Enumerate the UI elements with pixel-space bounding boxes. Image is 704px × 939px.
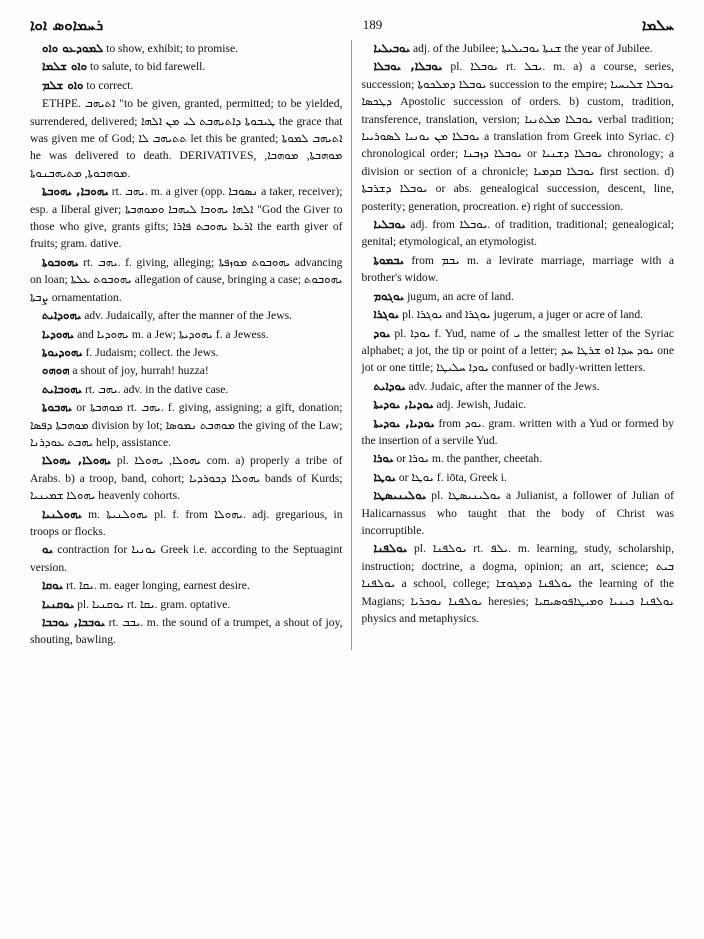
definition: adj. from ܝܘܒܠܐ. of tradition, traditional; genealogical; genital; etymological, an etymologist. — [361, 218, 674, 249]
dictionary-entry — [30, 40, 343, 57]
definition: pl. ܝܘܠܝܢܝܣܛܐ a Julianist, a follower of Julian of Halicarnassus who taught that the body of Christ was incorruptible. — [361, 489, 674, 537]
dictionary-entry — [362, 252, 675, 287]
dictionary-entry — [362, 40, 675, 57]
dictionary-entry — [30, 381, 343, 398]
definition: adv. Judaic, after the manner of the Jews. — [405, 379, 600, 393]
definition: or ܝܘܛܐ f. iōta, Greek i. — [395, 470, 507, 484]
two-column-body — [30, 40, 674, 650]
definition: adj. of the Jubilee; ܫܢܬܐ ܝܘܒܝܠܝܬܐ the year of Jubilee. — [410, 42, 653, 55]
definition: rt. ܝܩܐ. m. eager longing, earnest desire. — [63, 579, 250, 593]
definition: a shout of joy, hurrah! huzza! — [69, 364, 209, 378]
dictionary-entry — [30, 399, 343, 451]
headword: ܝܗܘܒܐܝܬ — [42, 381, 83, 396]
dictionary-entry — [362, 415, 675, 450]
definition: f. Judaism; collect. the Jews. — [82, 345, 219, 359]
headword: ܗܘܗܘ — [42, 363, 70, 378]
definition: contraction for ܝܘܢܝܐ Greek i.e. according to the Septuagint version. — [30, 543, 343, 574]
definition: rt. ܝܗܒ. f. giving, alleging; ܝܗܘܒܘܬ ܡܘܙܦܬܐ advancing on loan; ܝܗܘܒܘܬ ܥܠܬܐ allegation of cause, bringing a case; ܝܗܘܒܘܬ ܨܒܬܐ ornamentation. — [30, 255, 343, 304]
dictionary-entry — [30, 577, 343, 594]
definition: m. ܝܗܘܠܢܝܬܐ pl. f. from ܝܗܘܠܐ. adj. gregarious, in troops or flocks. — [30, 507, 343, 538]
headword: ܝܘܪܐ — [373, 451, 394, 466]
dictionary-entry — [30, 77, 343, 94]
headword: ܝܘܒܒܐ, ܝܘܒܒܐ — [42, 615, 106, 629]
definition: or ܡܘܗܒܬܐ rt. ܝܗܒ. f. giving, assigning; a gift, donation; ܡܘܗܒܬܐ ܕܦܣܐ division by lot; ܡܘܗܒܬ ܢܡܘܣܐ the giving of the Law; ܝܗܒܬ ܥܘܕܪܢܐ help, assistance. — [30, 401, 343, 449]
headword: ܝܗܒܘܬܐ — [42, 400, 73, 415]
dictionary-entry — [362, 469, 675, 486]
definition: to salute, to bid farewell. — [87, 60, 206, 74]
definition: pl. ܝܘܠܦܢܐ rt. ܝܠܦ. m. learning, study, scholarship, instruction; doctrine, a dogma, opinion; an art, science; ܒܝܬ ܝܘܠܦܢܐ a school, college; ܝܘܠܦܢܐ ܕܡܓܘܫܐ the learning of the Magians; ܝܘܠܦܢܐ ܢܘܟܪܝܐ heresies; ܝܘܠܦܢܐ ܟܝܢܝܐ ܘܡܝܛܐܦܘܣܝܩܝܐ physics and metaphysics. — [361, 542, 675, 625]
headword: ܝܘܓܘܡ — [373, 288, 405, 303]
definition: from ܝܘܕ. gram. written with a Yud or formed by the insertion of a servile Yud. — [361, 416, 675, 447]
dictionary-entry — [362, 58, 675, 215]
dictionary-entry — [30, 452, 343, 504]
definition: rt. ܝܗܒ. m. a giver (opp. ܢܣܘܒܐ a taker, receiver); esp. a liberal giver; ܐܠܗܐ ܝܗܘܒܐ ܠܝܗܒܐ ܘܡܘܗܒܬܐ "God the Giver to those who give, grants gifts; ܐܪܥܐ ܝܗܘܒܬ ܦܐܪܐ the earth giver of fruits; gram. dative. — [30, 185, 343, 251]
definition: pl. ܝܘܓܪܐ and ܝܘܓܪܐ jugerum, a juger or acre of land. — [399, 308, 644, 322]
headword: ܝܘܠܝܢܝܣܛܐ — [373, 488, 427, 503]
dictionary-entry — [362, 450, 675, 467]
left-column — [30, 40, 352, 650]
headword: ܝܗܘܠܐ, ܝܗܘܠܐ — [42, 453, 112, 468]
headword: ܝܘܒܠܐ, ܝܘܒܠܐ — [373, 59, 443, 74]
page-number: 189 — [362, 17, 383, 32]
definition: ETHPE. ܐܬܝܗܒ "to be given, granted, permitted; to be yielded, surrendered, delivered; ܛܝܒܘܬܐ ܕܐܬܝܗܒܬ ܠܝ ܡܢ ܐܠܗܐ the grace that was given me of God; ܬܬܝܗܒ ܠܐ let this be granted; ܐܬܝܗܒ ܠܡܘܬܐ he was delivered to death. DERIVATIVES, ܡܘܗܒܬܐ, ܡܘܗܒܐ, ܡܘܗܒܘܬܐ, ܡܬܝܗܒܢܘܬܐ. — [30, 97, 343, 180]
dictionary-entry — [362, 288, 675, 305]
headword: ܝܘܠܦܢܐ — [373, 541, 408, 556]
left-running-head: ܪܚܡܐܘܣ ܐܘܐ — [30, 16, 104, 34]
dictionary-entry — [362, 306, 675, 323]
headword: ܝܗܘܕܐܝܬ — [42, 308, 82, 323]
headword: ܝܘܒܝܠܝܐ — [373, 41, 411, 55]
headword: ܘܐܘ ܫܠܡ — [42, 77, 84, 92]
dictionary-entry — [362, 378, 675, 395]
headword: ܝܗܘܠܢܝܐ — [42, 506, 82, 521]
definition: adv. Judaically, after the manner of the Jews. — [81, 309, 292, 323]
headword: ܝܗܘܒܘܬܐ — [42, 254, 79, 269]
definition: rt. ܝܗܒ. adv. in the dative case. — [82, 382, 229, 396]
dictionary-entry — [30, 362, 343, 379]
headword: ܝܒܡܘܬܐ — [373, 252, 404, 267]
headword: ܝܘܓܪܐ — [373, 307, 400, 322]
headword: ܝܗܘܕܝܐ — [42, 326, 75, 341]
dictionary-entry — [30, 95, 343, 182]
dictionary-entry — [30, 596, 343, 613]
definition: adj. Jewish, Judaic. — [433, 398, 527, 412]
definition: and ܝܗܘܕܝܐ m. a Jew; ܝܗܘܕܝܬܐ f. a Jewess. — [74, 327, 269, 341]
dictionary-entry — [362, 396, 675, 413]
dictionary-entry — [362, 325, 675, 377]
dictionary-entry — [30, 614, 343, 649]
definition: pl. ܝܘܩܢܝܐ rt. ܝܩܐ. gram. optative. — [74, 597, 231, 611]
headword: ܝܘܕ — [373, 325, 391, 340]
dictionary-entry — [362, 487, 675, 539]
definition: pl. ܝܗܘܠܐ, ܝܗܘܠܐ com. a) properly a tribe of Arabs. b) a troop, band, cohort; ܝܗܘܠܐ ܕܟܘܪܕܝܐ bands of Kurds; ܝܗܘܠܐ ܫܡܝܢܝܐ heavenly cohorts. — [30, 454, 343, 503]
headword: ܝܘܩܐ — [42, 578, 64, 593]
headword: ܝܘܛܐ — [373, 469, 396, 484]
definition: from ܝܒܡ m. a levirate marriage, marriage with a brother's widow. — [361, 253, 674, 285]
headword: ܘܐܘ ܫܠܡܐ — [42, 59, 88, 74]
dictionary-entry — [30, 506, 343, 541]
headword: ܝܘܩܢܝܐ — [42, 596, 75, 611]
headword: ܝܗܘܒܐ, ܝܗܘܒܬܐ — [42, 184, 109, 199]
definition: pl. ܝܘܕܐ f. Yud, name of ܝ the smallest letter of the Syriac alphabet; a jot, the tip or point of a letter; ܝܘܕ ܚܕܐ ܐܘ ܫܪܛܐ ܚܕ one jot or one tittle; ܝܘܕܐ ܚܠܝܛܐ confused or badly-written letters. — [361, 326, 675, 375]
headword: ܝܘ — [42, 542, 54, 557]
dictionary-entry — [30, 58, 343, 75]
definition: to correct. — [83, 78, 134, 92]
headword: ܝܘܕܝܐ, ܝܘܕܝܬܐ — [373, 397, 434, 412]
dictionary-entry — [362, 216, 675, 251]
right-column — [352, 40, 675, 650]
dictionary-entry — [30, 307, 343, 324]
dictionary-entry — [30, 326, 343, 343]
dictionary-entry — [362, 540, 675, 627]
definition: or ܝܘܪܐ m. the panther, cheetah. — [393, 452, 543, 466]
definition: to show, exhibit; to promise. — [103, 42, 239, 55]
right-running-head: ܚܠܡܐ — [641, 16, 674, 34]
running-header — [30, 12, 674, 38]
headword: ܝܘܕܐܝܬ — [373, 378, 406, 393]
definition: rt. ܝܒܒ. m. the sound of a trumpet, a shout of joy, shouting, bawling. — [30, 616, 343, 647]
headword: ܠܡܘܕܥܘ ܘܐܘ — [42, 41, 104, 55]
dictionary-entry — [30, 541, 343, 576]
definition: jugum, an acre of land. — [404, 289, 514, 303]
dictionary-entry — [30, 344, 343, 361]
dictionary-entry — [30, 183, 343, 253]
definition: pl. ܝܘܒܠܐ rt. ܝܒܠ. m. a) a course, series, succession; ܝܘܒܠܐ ܕܡܠܟܘܬܐ succession to the empire; ܝܘܒܠܐ ܫܠܝܚܝܐ ܕܛܟܣܐ Apostolic succession of orders. b) custom, tradition, transference, translation, version; ܝܘܒܠܐ ܡܠܬܢܝܐ verbal tradition; ܝܘܒܠܐ ܡܢ ܝܘܢܝܐ ܠܣܘܪܝܝܐ a translation from Greek into Syriac. c) chronological order; ܝܘܒܠܐ ܕܙܒܢܐ or ܝܘܒܠܐ ܕܫܢܝܐ chronology; a division or section of a chronicle; ܝܘܒܠܐ ܩܕܡܝܐ first section. d) ܝܘܒܠܐ ܕܫܪܒܬܐ or abs. genealogical succession, descent, line, posterity; generation, procreation. e) right of succession. — [361, 60, 674, 213]
headword: ܝܗܘܕܝܘܬܐ — [42, 344, 83, 359]
headword: ܝܘܒܠܝܐ — [373, 217, 406, 232]
dictionary-entry — [30, 254, 343, 306]
headword: ܝܘܕܝܐ, ܝܘܕܝܬܐ — [373, 415, 435, 430]
